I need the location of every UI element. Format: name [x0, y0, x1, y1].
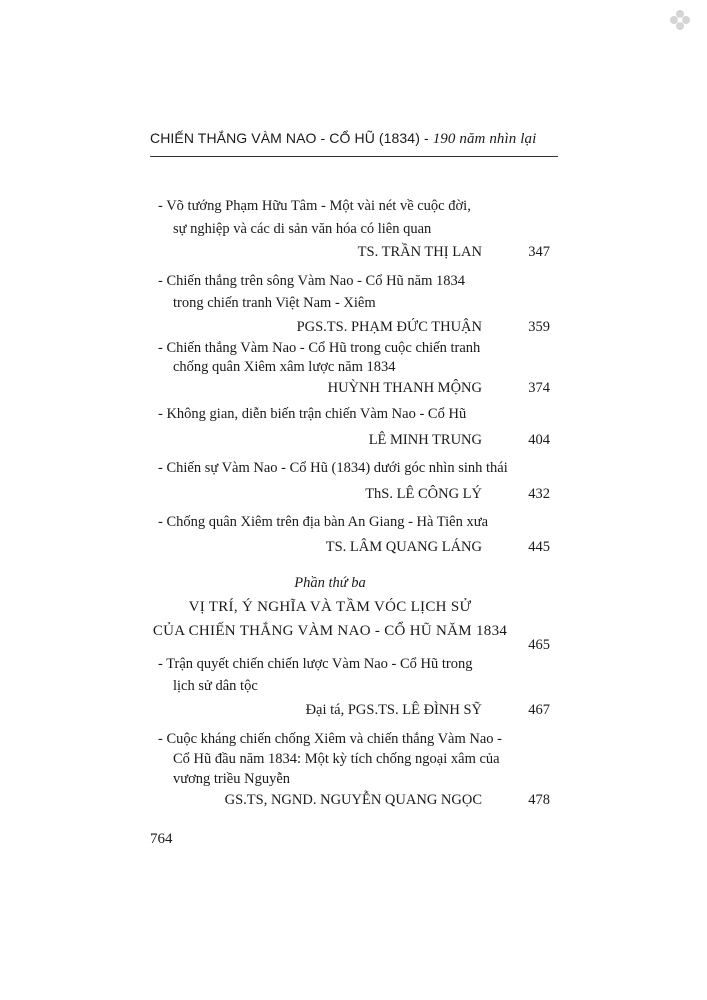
toc-entry-author: ThS. LÊ CÔNG LÝ	[365, 486, 482, 502]
page-number: 764	[150, 831, 173, 847]
toc-entry-author: TS. LÂM QUANG LÁNG	[325, 539, 482, 555]
part-page: 465	[528, 637, 550, 653]
toc-entry-title: - Cuộc kháng chiến chống Xiêm và chiến thắng Vàm Nao -	[158, 731, 503, 747]
part-title: VỊ TRÍ, Ý NGHĨA VÀ TẦM VÓC LỊCH SỬ	[188, 599, 472, 615]
toc-entry-author: GS.TS, NGND. NGUYỄN QUANG NGỌC	[224, 792, 482, 808]
toc-entry-page: 404	[528, 432, 550, 448]
toc-entry-title: - Chống quân Xiêm trên địa bàn An Giang - Hà Tiên xưa	[158, 514, 489, 530]
toc-entry-author: Đại tá, PGS.TS. LÊ ĐÌNH SỸ	[305, 702, 482, 718]
header-title: CHIẾN THẮNG VÀM NAO - CỔ HŨ (1834) -	[150, 130, 433, 146]
toc-entry-title: chống quân Xiêm xâm lược năm 1834	[173, 359, 396, 375]
toc-entry-page: 467	[528, 702, 550, 718]
part-title: CỦA CHIẾN THẮNG VÀM NAO - CỔ HŨ NĂM 1834	[152, 623, 508, 639]
toc-entry-title: sự nghiệp và các di sản văn hóa có liên quan	[173, 221, 432, 237]
toc-entry-page: 478	[528, 792, 550, 808]
header-subtitle: 190 năm nhìn lại	[432, 131, 537, 147]
toc-entry-title: - Trận quyết chiến chiến lược Vàm Nao - Cổ Hũ trong	[158, 656, 473, 672]
running-header	[150, 130, 558, 148]
toc-entry-author: LÊ MINH TRUNG	[368, 432, 482, 448]
toc-entry-title: - Không gian, diễn biến trận chiến Vàm Nao - Cổ Hũ	[158, 406, 467, 422]
part-label: Phần thứ ba	[294, 575, 366, 591]
toc-entry-page: 359	[528, 319, 550, 335]
toc-entry-page: 445	[528, 539, 550, 555]
toc-entry-author: HUỲNH THANH MỘNG	[327, 380, 482, 396]
toc-entry-page: 347	[528, 244, 550, 260]
toc-entry-title: - Chiến thắng trên sông Vàm Nao - Cổ Hũ năm 1834	[158, 273, 466, 289]
toc-entry-title: trong chiến tranh Việt Nam - Xiêm	[173, 295, 376, 311]
toc-entry-page: 432	[528, 486, 550, 502]
toc-entry-author: TS. TRẦN THỊ LAN	[357, 244, 482, 260]
toc-entry-title: vương triều Nguyễn	[173, 771, 291, 787]
toc-entry-title: Cổ Hũ đầu năm 1834: Một kỳ tích chống ngoại xâm của	[173, 751, 500, 767]
toc-entry-title: - Võ tướng Phạm Hữu Tâm - Một vài nét về cuộc đời,	[158, 198, 471, 214]
toc-entry-title: - Chiến sự Vàm Nao - Cổ Hũ (1834) dưới góc nhìn sinh thái	[158, 460, 508, 476]
toc-entry-author: PGS.TS. PHẠM ĐỨC THUẬN	[296, 319, 482, 335]
toc-entry-title: - Chiến thắng Vàm Nao - Cổ Hũ trong cuộc chiến tranh	[158, 340, 481, 356]
header-rule	[150, 156, 558, 157]
toc-entry-page: 374	[528, 380, 550, 396]
toc-entry-title: lịch sử dân tộc	[173, 678, 258, 694]
flower-ornament-icon	[668, 8, 692, 32]
